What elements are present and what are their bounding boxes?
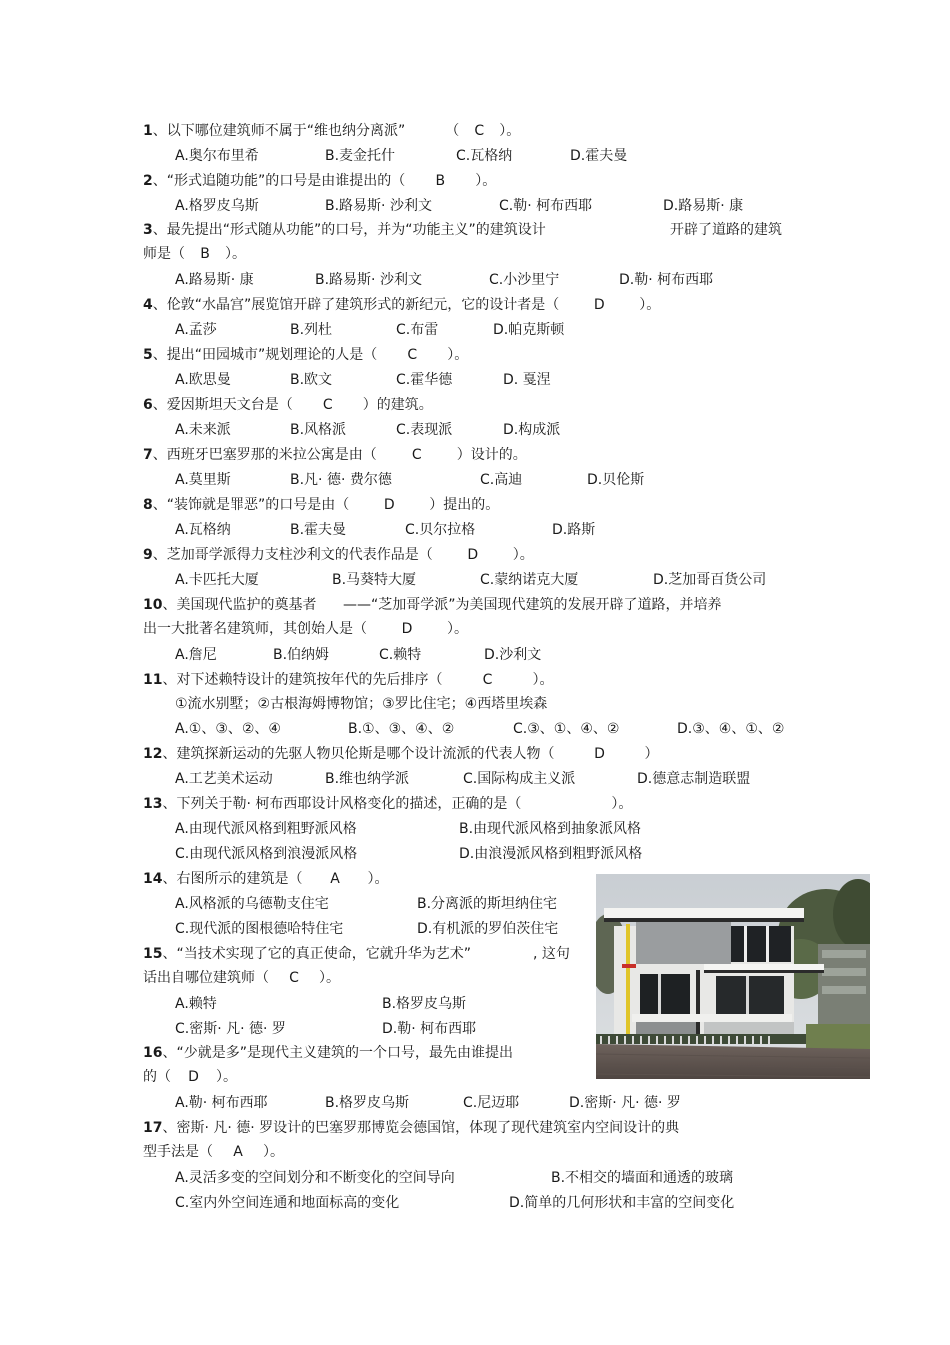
question-text: 师是（ (143, 246, 185, 262)
option-b: B.格罗皮乌斯 (382, 996, 467, 1012)
answer: D (593, 297, 605, 313)
answer: B (200, 246, 210, 262)
option-c: C.③、①、④、② (513, 721, 620, 737)
option-d: D.路易斯· 康 (663, 198, 744, 214)
option-b: B.列杜 (290, 322, 333, 338)
question-text: 、西班牙巴塞罗那的米拉公寓是由（ (152, 447, 377, 463)
question-tail: ）设计的。 (456, 447, 527, 463)
option-c: C.蒙纳诺克大厦 (480, 572, 579, 588)
question-text: 、美国现代监护的奠基者 (162, 597, 317, 613)
question-tail: ）的建筑。 (362, 397, 433, 413)
option-d: D.简单的几何形状和丰富的空间变化 (509, 1195, 735, 1211)
question-4 (143, 294, 660, 316)
option-a: A.赖特 (175, 996, 217, 1012)
question-number: 17 (143, 1120, 163, 1136)
answer: A (330, 871, 340, 887)
question-tail: ）。 (639, 297, 661, 313)
question-10 (143, 594, 722, 616)
question-tail: ）。 (216, 1069, 237, 1085)
question-number: 9 (143, 547, 153, 563)
question-number: 1 (143, 123, 153, 139)
question-text: 、以下哪位建筑师不属于“维也纳分离派” (152, 123, 406, 139)
question-tail: ）。 (512, 547, 534, 563)
option-d: D.德意志制造联盟 (637, 771, 751, 787)
question-number: 15 (143, 946, 163, 962)
question-tail: ）。 (447, 621, 468, 637)
paren-open: （ (445, 123, 460, 139)
question-text: 、“少就是多”是现代主义建筑的一个口号，最先由谁提出 (162, 1045, 513, 1061)
question-number: 2 (143, 173, 153, 189)
question-text: 、右图所示的建筑是（ (162, 871, 303, 887)
question-text: 型手法是（ (143, 1144, 213, 1160)
question-tail: ）。 (532, 672, 554, 688)
option-d: D.勒· 柯布西耶 (382, 1021, 477, 1037)
question-text-cont: , 这句 (533, 946, 570, 962)
option-a: A.詹尼 (175, 647, 217, 663)
question-number: 10 (143, 597, 163, 613)
option-d: D.路斯 (552, 522, 596, 538)
option-b: B.维也纳学派 (325, 771, 410, 787)
answer: C (474, 123, 485, 139)
option-a: A.孟莎 (175, 322, 217, 338)
question-text: 、提出“田园城市”规划理论的人是（ (152, 347, 378, 363)
question-number: 8 (143, 497, 153, 513)
question-text: 、芝加哥学派得力支柱沙利文的代表作品是（ (152, 547, 433, 563)
question-text: 、“形式追随功能”的口号是由谁提出的（ (152, 173, 406, 189)
question-tail: ）提出的。 (429, 497, 500, 513)
option-d: D.③、④、①、② (677, 721, 785, 737)
option-d: D.有机派的罗伯茨住宅 (417, 921, 559, 937)
question-text: 的（ (143, 1069, 171, 1085)
question-text: 、“当技术实现了它的真正使命，它就升华为艺术” (162, 946, 471, 962)
option-a: A.风格派的乌德勒支住宅 (175, 896, 329, 912)
question-3 (143, 219, 782, 241)
answer: D (188, 1069, 199, 1085)
option-c: C.尼迈耶 (463, 1095, 520, 1111)
option-d: D. 戛涅 (503, 372, 551, 388)
option-c: C.赖特 (379, 647, 422, 663)
option-a: A.路易斯· 康 (175, 272, 254, 288)
question-text: 、下列关于勒· 柯布西耶设计风格变化的描述，正确的是（ (162, 796, 522, 812)
option-a: A.欧思曼 (175, 372, 231, 388)
question-tail: ）。 (367, 871, 389, 887)
question-tail: ） (644, 746, 659, 762)
option-a: A.卡匹托大厦 (175, 572, 259, 588)
option-a: A.勒· 柯布西耶 (175, 1095, 268, 1111)
answer: C (482, 672, 493, 688)
question-tail: ）。 (263, 1144, 284, 1160)
option-b: B.由现代派风格到抽象派风格 (459, 821, 642, 837)
option-c: C.霍华德 (396, 372, 453, 388)
question-text: 出一大批著名建筑师，其创始人是（ (143, 621, 367, 637)
question-text: 、最先提出“形式随从功能”的口号，并为“功能主义”的建筑设计 (152, 222, 546, 238)
option-c: C.高迪 (480, 472, 523, 488)
option-d: D.由浪漫派风格到粗野派风格 (459, 846, 643, 862)
question-number: 11 (143, 672, 163, 688)
option-a: A.未来派 (175, 422, 231, 438)
question-number: 7 (143, 447, 153, 463)
option-b: B.路易斯· 沙利文 (325, 198, 432, 214)
question-15 (143, 943, 570, 965)
question-tail: ）。 (225, 246, 246, 262)
question-3-line2 (143, 243, 246, 265)
question-text-cont: 开辟了道路的建筑 (670, 222, 782, 238)
answer: B (435, 173, 446, 189)
option-b: B.路易斯· 沙利文 (315, 272, 422, 288)
option-c: C.由现代派风格到浪漫派风格 (175, 846, 358, 862)
option-d: D.芝加哥百货公司 (653, 572, 767, 588)
option-c: C.国际构成主义派 (463, 771, 576, 787)
option-c: C.小沙里宁 (489, 272, 560, 288)
option-c: C.密斯· 凡· 德· 罗 (175, 1021, 286, 1037)
building-photo (596, 874, 870, 1079)
answer: D (383, 497, 395, 513)
answer: C (289, 970, 299, 986)
question-text: 、对下述赖特设计的建筑按年代的先后排序（ (162, 672, 443, 688)
question-tail: ）。 (475, 173, 497, 189)
question-11-items (175, 693, 547, 715)
question-10-line2 (143, 618, 468, 640)
option-b: B.霍夫曼 (290, 522, 347, 538)
question-text: 、密斯· 凡· 德· 罗设计的巴塞罗那博览会德国馆，体现了现代建筑室内空间设计的典 (162, 1120, 680, 1136)
option-d: D.沙利文 (484, 647, 542, 663)
option-b: B.风格派 (290, 422, 347, 438)
question-11 (143, 669, 553, 691)
option-b: B.伯纳姆 (273, 647, 330, 663)
question-9 (143, 544, 534, 566)
question-text: 、“装饰就是罪恶”的口号是由（ (152, 497, 350, 513)
option-d: D.勒· 柯布西耶 (619, 272, 714, 288)
question-12 (143, 743, 658, 765)
option-d: D.帕克斯顿 (493, 322, 565, 338)
question-number: 6 (143, 397, 153, 413)
option-a: A.奥尔布里希 (175, 148, 259, 164)
option-b: B.欧文 (290, 372, 333, 388)
option-b: B.分离派的斯坦纳住宅 (417, 896, 558, 912)
question-17 (143, 1117, 679, 1139)
option-a: A.①、③、②、④ (175, 721, 281, 737)
answer: D (401, 621, 413, 637)
option-a: A.灵活多变的空间划分和不断变化的空间导向 (175, 1170, 455, 1186)
question-number: 14 (143, 871, 163, 887)
question-6 (143, 394, 433, 416)
option-c: C.表现派 (396, 422, 453, 438)
answer: C (322, 397, 333, 413)
question-number: 16 (143, 1045, 163, 1061)
question-number: 5 (143, 347, 153, 363)
answer: D (467, 547, 479, 563)
question-8 (143, 494, 499, 516)
question-1 (143, 120, 520, 142)
answer: C (407, 347, 418, 363)
question-13 (143, 793, 632, 815)
answer: D (594, 746, 605, 762)
question-tail: ）。 (611, 796, 633, 812)
building-photo-icon (596, 874, 870, 1079)
question-number: 3 (143, 222, 153, 238)
option-b: B.格罗皮乌斯 (325, 1095, 410, 1111)
option-a: A.工艺美术运动 (175, 771, 273, 787)
option-d: D.贝伦斯 (587, 472, 645, 488)
option-d: D.密斯· 凡· 德· 罗 (569, 1095, 681, 1111)
question-text: 、爱因斯坦天文台是（ (152, 397, 293, 413)
option-c: C.勒· 柯布西耶 (499, 198, 593, 214)
answer: A (233, 1144, 243, 1160)
question-16 (143, 1042, 513, 1064)
question-17-line2 (143, 1141, 284, 1163)
question-number: 4 (143, 297, 153, 313)
option-c: C.贝尔拉格 (405, 522, 476, 538)
question-7 (143, 444, 527, 466)
option-b: B.麦金托什 (325, 148, 396, 164)
sequence-items: ①流水别墅；②古根海姆博物馆；③罗比住宅；④西塔里埃森 (175, 696, 548, 712)
question-text-cont: ——“芝加哥学派”为美国现代建筑的发展开辟了道路，并培养 (343, 597, 722, 613)
question-text: 、伦敦“水晶宫”展览馆开辟了建筑形式的新纪元，它的设计者是（ (152, 297, 560, 313)
question-tail: ）。 (319, 970, 340, 986)
option-c: C.瓦格纳 (456, 148, 513, 164)
option-d: D.构成派 (503, 422, 561, 438)
option-c: C.现代派的图根德哈特住宅 (175, 921, 344, 937)
question-tail: ）。 (447, 347, 469, 363)
question-number: 13 (143, 796, 163, 812)
question-2 (143, 170, 496, 192)
question-16-line2 (143, 1066, 237, 1088)
question-text: 、建筑探新运动的先驱人物贝伦斯是哪个设计流派的代表人物（ (162, 746, 555, 762)
option-a: A.瓦格纳 (175, 522, 231, 538)
question-15-line2 (143, 967, 340, 989)
option-d: D.霍夫曼 (570, 148, 628, 164)
option-b: B.不相交的墙面和通透的玻璃 (551, 1170, 734, 1186)
question-14 (143, 868, 388, 890)
option-b: B.①、③、④、② (348, 721, 455, 737)
answer: C (411, 447, 422, 463)
option-c: C.布雷 (396, 322, 439, 338)
option-a: A.格罗皮乌斯 (175, 198, 259, 214)
option-a: A.莫里斯 (175, 472, 231, 488)
question-5 (143, 344, 468, 366)
question-number: 12 (143, 746, 163, 762)
question-tail: ）。 (499, 123, 521, 139)
option-b: B.凡· 德· 费尔德 (290, 472, 392, 488)
option-c: C.室内外空间连通和地面标高的变化 (175, 1195, 400, 1211)
option-a: A.由现代派风格到粗野派风格 (175, 821, 357, 837)
option-b: B.马葵特大厦 (332, 572, 417, 588)
question-text: 话出自哪位建筑师（ (143, 970, 269, 986)
